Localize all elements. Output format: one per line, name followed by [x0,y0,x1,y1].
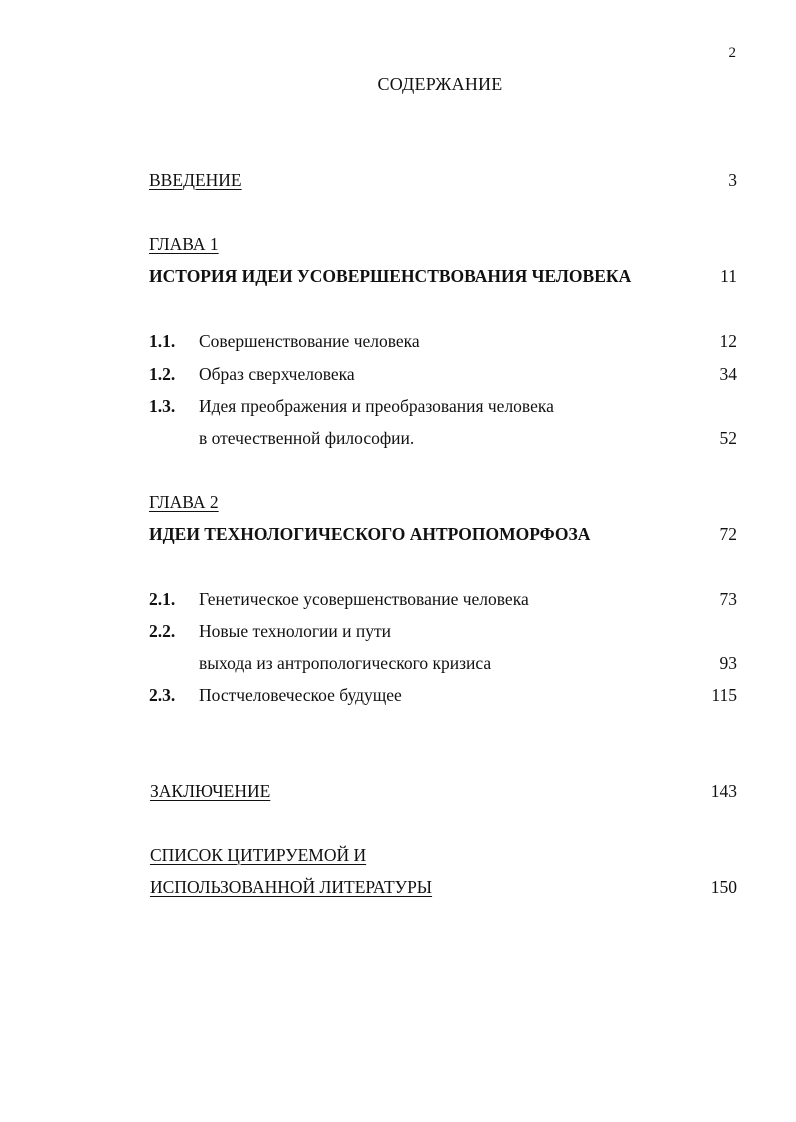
section-1-3-page: 52 [719,428,737,448]
toc-intro-page: 3 [728,170,737,190]
toc-bibliography-label-line2[interactable]: ИСПОЛЬЗОВАННОЙ ЛИТЕРАТУРЫ [150,877,433,897]
section-1-2-number: 1.2. [149,364,176,384]
section-2-2-title-line1: Новые технологии и пути [199,621,392,641]
chapter1-label[interactable]: ГЛАВА 1 [149,234,219,254]
section-1-2-title: Образ сверхчеловека [199,364,355,384]
section-2-3-page: 115 [711,685,737,705]
toc-bibliography-page: 150 [710,877,737,897]
section-1-1-page: 12 [719,331,737,351]
section-1-2-page: 34 [719,364,737,384]
chapter2-label[interactable]: ГЛАВА 2 [149,492,219,512]
section-2-1-number: 2.1. [149,589,176,609]
chapter2-page: 72 [719,524,737,544]
page-title: СОДЕРЖАНИЕ [377,74,503,94]
section-2-2-number: 2.2. [149,621,176,641]
section-1-1-title: Совершенствование человека [199,331,420,351]
section-2-2-title-line2: выхода из антропологического кризиса [199,653,492,673]
toc-intro-label[interactable]: ВВЕДЕНИЕ [149,170,242,190]
page-number: 2 [728,45,736,61]
section-1-3-title-line1: Идея преображения и преобразования человека [199,396,554,416]
toc-conclusion-page: 143 [710,781,737,801]
section-2-3-number: 2.3. [149,685,176,705]
section-2-2-page: 93 [719,653,737,673]
section-1-1-number: 1.1. [149,331,176,351]
chapter1-title: ИСТОРИЯ ИДЕИ УСОВЕРШЕНСТВОВАНИЯ ЧЕЛОВЕКА [149,266,632,286]
chapter2-title: ИДЕИ ТЕХНОЛОГИЧЕСКОГО АНТРОПОМОРФОЗА [149,524,591,544]
toc-bibliography-label-line1[interactable]: СПИСОК ЦИТИРУЕМОЙ И [150,845,367,865]
section-1-3-number: 1.3. [149,396,176,416]
section-2-1-title: Генетическое усовершенствование человека [199,589,529,609]
section-2-3-title: Постчеловеческое будущее [199,685,402,705]
section-1-3-title-line2: в отечественной философии. [199,428,415,448]
toc-conclusion-label[interactable]: ЗАКЛЮЧЕНИЕ [150,781,271,801]
section-2-1-page: 73 [719,589,737,609]
chapter1-page: 11 [720,266,737,286]
